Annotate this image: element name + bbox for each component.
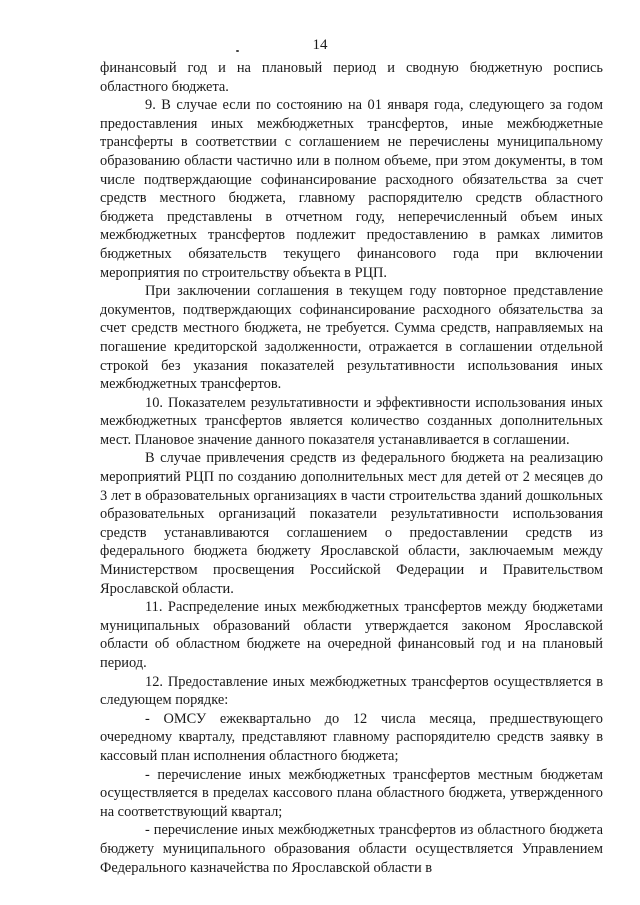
paragraph-continuation: финансовый год и на плановый период и сводную бюджетную роспись областного бюджета.	[100, 60, 603, 95]
document-body	[100, 59, 603, 877]
list-item-transfer-treasury: - перечисление иных межбюджетных трансфертов из областного бюджета бюджету муниципального образования области осуществляется Управлением Федерального казначейства по Ярославской области в	[100, 822, 603, 876]
paragraph-item-12: 12. Предоставление иных межбюджетных трансфертов осуществляется в следующем порядке:	[100, 673, 603, 709]
paragraph-federal-funds: В случае привлечения средств из федерального бюджета на реализацию мероприятий РЦП по созданию дополнительных мест для детей от 2 месяцев до 3 лет в образовательных организациях в части строительства зданий дошкольных образовательных организаций показатели результативности использования средств устанавливаются соглашением о предоставлении средств из федерального бюджета бюджету Ярославской области, заключаемым между Министерством просвещения Российской Федерации и Правительством Ярославской области.	[100, 450, 603, 597]
scan-speck	[236, 50, 239, 52]
page-number: 14	[312, 37, 328, 53]
paragraph-item-10: 10. Показателем результативности и эффективности использования иных межбюджетных трансфертов является количество созданных дополнительных мест. Плановое значение данного показателя устанавливается в соглашении.	[100, 394, 603, 448]
list-item-transfer-local: - перечисление иных межбюджетных трансфертов местным бюджетам осуществляется в пределах кассового плана областного бюджета, утвержденного на соответствующий квартал;	[100, 766, 603, 820]
paragraph-repeat-submission: При заключении соглашения в текущем году повторное представление документов, подтверждающих софинансирование расходного обязательства за счет средств местного бюджета, не требуется. Сумма средств, направляемых на погашение кредиторской задолженности, отражается в соглашении отдельной строкой без указания показателей результативности использования иных межбюджетных трансфертов.	[100, 283, 603, 393]
list-item-request: - ОМСУ ежеквартально до 12 числа месяца, предшествующего очередному кварталу, представляют главному распорядителю средств заявку в кассовый план исполнения областного бюджета;	[100, 710, 603, 764]
paragraph-item-11: 11. Распределение иных межбюджетных трансфертов между бюджетами муниципальных образований области утверждается законом Ярославской области об областном бюджете на очередной финансовый год и на плановый период.	[100, 599, 603, 671]
paragraph-item-9: 9. В случае если по состоянию на 01 января года, следующего за годом предоставления иных межбюджетных трансфертов, иные межбюджетные трансферты в соответствии с соглашением не перечислены муниципальному образованию области частично или в полном объеме, при этом документы, в том числе подтверждающие софинансирование расходного обязательства за счет средств местного бюджета, главному распорядителю средств областного бюджета представлены в отчетном году, неперечисленный объем иных межбюджетных трансфертов подлежит предоставлению в рамках лимитов бюджетных обязательств текущего финансового года при включении мероприятия по строительству объекта в РЦП.	[100, 97, 603, 281]
